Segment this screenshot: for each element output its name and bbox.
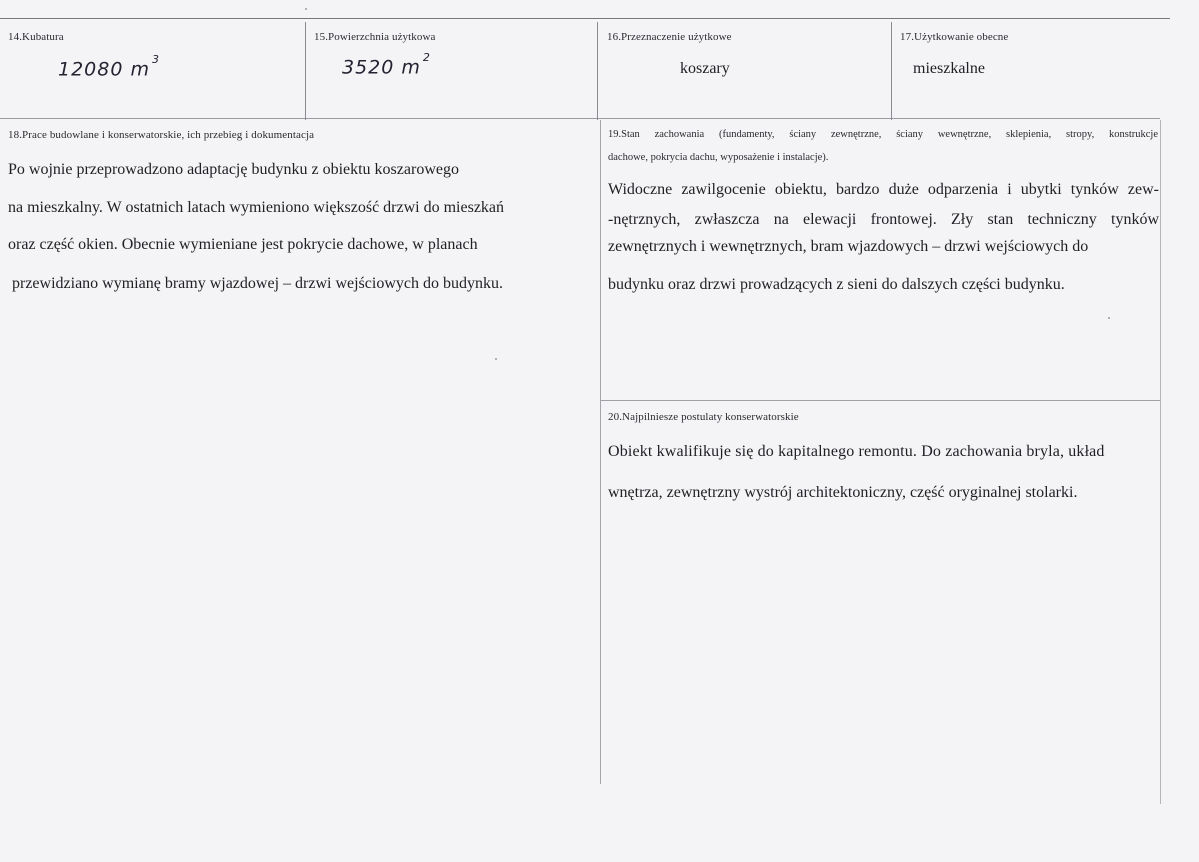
field-14-value [58, 53, 161, 81]
field-19-line-3: zewnętrznych i wewnętrznych, bram wjazdowych – drzwi wejściowych do [608, 238, 1089, 255]
field-18-line-2: na mieszkalny. W ostatnich latach wymieniono większość drzwi do mieszkań [8, 199, 505, 216]
divider-18-19 [600, 120, 601, 784]
field-19-line-2: -nętrznych, zwłaszcza na elewacji frontowej. Zły stan techniczny tynków [608, 211, 1159, 228]
divider-16-17 [891, 22, 892, 120]
section20-top-line [600, 400, 1160, 401]
field-14-exponent: 3 [152, 53, 161, 66]
field-20-line-2: wnętrza, zewnętrzny wystrój architektoniczny, część oryginalnej stolarki. [608, 484, 1078, 501]
field-14-label: 14.Kubatura [8, 31, 64, 43]
field-19-line-1: Widoczne zawilgocenie obiektu, bardzo duże odparzenia i ubytki tynków zew- [608, 181, 1159, 198]
field-19-line-4: budynku oraz drzwi prowadzących z sieni do dalszych części budynku. [608, 276, 1065, 293]
field-14-number: 12080 [58, 58, 124, 81]
field-20-line-1: Obiekt kwalifikuje się do kapitalnego remontu. Do zachowania bryla, układ [608, 443, 1105, 460]
divider-14-15 [305, 22, 306, 120]
field-15-value [342, 51, 431, 79]
field-16-value: koszary [680, 60, 730, 77]
field-14-unit: m [130, 58, 151, 81]
divider-15-16 [597, 22, 598, 120]
field-15-label: 15.Powierzchnia użytkowa [314, 31, 436, 43]
field-19-label-line-1: 19.Stan zachowania (fundamenty, ściany zewnętrzne, ściany wewnętrzne, sklepienia, stropy, konstrukcje [608, 129, 1158, 140]
scan-speck [495, 358, 497, 360]
scan-speck [305, 8, 307, 10]
field-17-label: 17.Użytkowanie obecne [900, 31, 1009, 43]
row1-bottom-line [0, 118, 1160, 119]
field-18-line-3: oraz część okien. Obecnie wymieniane jest pokrycie dachowe, w planach [8, 236, 478, 253]
field-16-label: 16.Przeznaczenie użytkowe [607, 31, 732, 43]
field-18-label: 18.Prace budowlane i konserwatorskie, ich przebieg i dokumentacja [8, 129, 315, 141]
field-20-label: 20.Najpilniesze postulaty konserwatorskie [608, 411, 799, 423]
field-17-value: mieszkalne [913, 60, 985, 77]
field-15-exponent: 2 [422, 51, 431, 64]
field-18-line-1: Po wojnie przeprowadzono adaptację budynku z obiektu koszarowego [8, 161, 459, 178]
field-18-line-4: przewidziano wymianę bramy wjazdowej – drzwi wejściowych do budynku. [8, 275, 503, 292]
field-19-label-line-2: dachowe, pokrycia dachu, wyposażenie i instalacje). [608, 152, 829, 163]
field-15-number: 3520 [342, 56, 395, 79]
field-15-unit: m [401, 56, 421, 79]
scan-speck [1108, 317, 1110, 319]
right-edge-line [1160, 120, 1161, 804]
top-border-line [0, 18, 1170, 19]
